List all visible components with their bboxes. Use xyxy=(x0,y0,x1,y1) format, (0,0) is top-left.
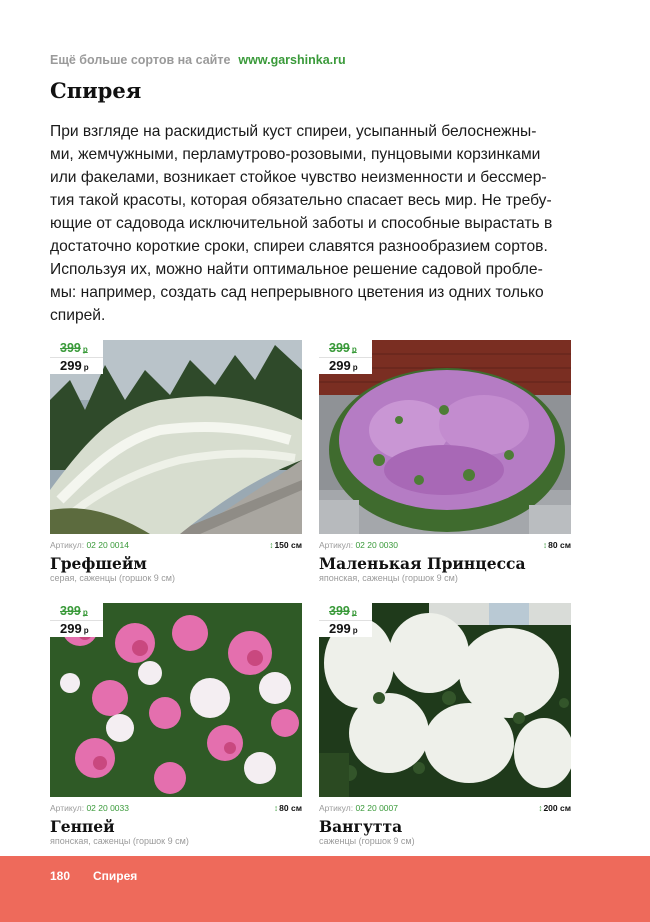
height-arrow-icon: ↕ xyxy=(269,540,274,550)
height-value: 80 см xyxy=(548,540,571,550)
new-price xyxy=(50,357,103,374)
old-price-value: 399 xyxy=(60,341,81,355)
article-label: Артикул: xyxy=(50,540,85,550)
product-meta xyxy=(319,803,571,817)
promo-text: Ещё больше сортов на сайте xyxy=(50,53,231,67)
product-meta xyxy=(319,540,571,554)
product-name[interactable]: Грефшейм xyxy=(50,554,147,573)
product-description: японская, саженцы (горшок 9 см) xyxy=(319,573,458,583)
page-number: 180 xyxy=(50,869,71,883)
currency: р xyxy=(351,345,357,354)
product-description: серая, саженцы (горшок 9 см) xyxy=(50,573,175,583)
new-price-value: 299 xyxy=(329,358,351,373)
product-description: японская, саженцы (горшок 9 см) xyxy=(50,836,189,846)
article-code: 02 20 0007 xyxy=(355,803,398,813)
product-photo[interactable] xyxy=(50,603,302,797)
old-price xyxy=(319,603,372,620)
old-price-value: 399 xyxy=(329,604,350,618)
currency: р xyxy=(83,363,89,372)
old-price xyxy=(319,340,372,357)
site-promo-line xyxy=(50,53,346,67)
height-info xyxy=(538,803,571,813)
product-photo[interactable] xyxy=(50,340,302,534)
intro-line: ющие от садовода исключительной заботы и способные вырастать в xyxy=(50,215,553,232)
height-value: 200 см xyxy=(543,803,571,813)
old-price-value: 399 xyxy=(329,341,350,355)
currency: р xyxy=(82,608,88,617)
article-code: 02 20 0014 xyxy=(86,540,129,550)
article-label: Артикул: xyxy=(50,803,85,813)
intro-line: ми, жемчужными, перламутрово-розовыми, пунцовыми корзинками xyxy=(50,146,541,163)
height-arrow-icon: ↕ xyxy=(542,540,548,550)
intro-line: При взгляде на раскидистый куст спиреи, усыпанный белоснежны- xyxy=(50,123,537,140)
new-price-value: 299 xyxy=(329,621,351,636)
product-meta xyxy=(50,803,302,817)
article-label: Артикул: xyxy=(319,540,354,550)
page-title: Спирея xyxy=(50,78,142,103)
page-footer xyxy=(0,856,650,922)
intro-line: Используя их, можно найти оптимальное решение садовой пробле- xyxy=(50,261,543,278)
new-price xyxy=(319,620,372,637)
price-tag xyxy=(50,603,103,637)
height-info xyxy=(543,540,571,550)
product-description: саженцы (горшок 9 см) xyxy=(319,836,415,846)
product-name[interactable]: Генпей xyxy=(50,817,115,836)
price-tag xyxy=(319,603,372,637)
intro-paragraph xyxy=(50,120,575,327)
product-meta xyxy=(50,540,302,554)
product-photo[interactable] xyxy=(319,340,571,534)
intro-line: спирей. xyxy=(50,307,106,324)
height-info xyxy=(274,803,302,813)
currency: р xyxy=(352,626,358,635)
height-arrow-icon: ↕ xyxy=(273,803,279,813)
article-code: 02 20 0033 xyxy=(86,803,129,813)
product-photo[interactable] xyxy=(319,603,571,797)
new-price xyxy=(319,357,372,374)
intro-line: мы: например, создать сад непрерывного цветения из одних только xyxy=(50,284,544,301)
intro-line: или факелами, возникает стойкое чувство неизменности и бессмер- xyxy=(50,169,547,186)
old-price xyxy=(50,340,103,357)
currency: р xyxy=(82,345,88,354)
intro-line: тия такой красоты, которая обязательно спасает весь мир. Не требу- xyxy=(50,192,552,209)
site-link[interactable]: www.garshinka.ru xyxy=(238,53,346,67)
old-price xyxy=(50,603,103,620)
height-value: 80 см xyxy=(279,803,302,813)
article-code: 02 20 0030 xyxy=(355,540,398,550)
intro-line: достаточно короткие сроки, спиреи славятся разнообразием сортов. xyxy=(50,238,548,255)
price-tag xyxy=(50,340,103,374)
height-value: 150 см xyxy=(274,540,302,550)
height-arrow-icon: ↕ xyxy=(538,803,543,813)
new-price-value: 299 xyxy=(60,358,82,373)
currency: р xyxy=(83,626,89,635)
currency: р xyxy=(351,608,357,617)
new-price-value: 299 xyxy=(60,621,82,636)
product-name[interactable]: Маленькая Принцесса xyxy=(319,554,526,573)
height-info xyxy=(269,540,302,550)
old-price-value: 399 xyxy=(60,604,81,618)
new-price xyxy=(50,620,103,637)
price-tag xyxy=(319,340,372,374)
article-label: Артикул: xyxy=(319,803,354,813)
product-name[interactable]: Вангутта xyxy=(319,817,403,836)
footer-section-title: Спирея xyxy=(93,869,138,883)
currency: р xyxy=(352,363,358,372)
